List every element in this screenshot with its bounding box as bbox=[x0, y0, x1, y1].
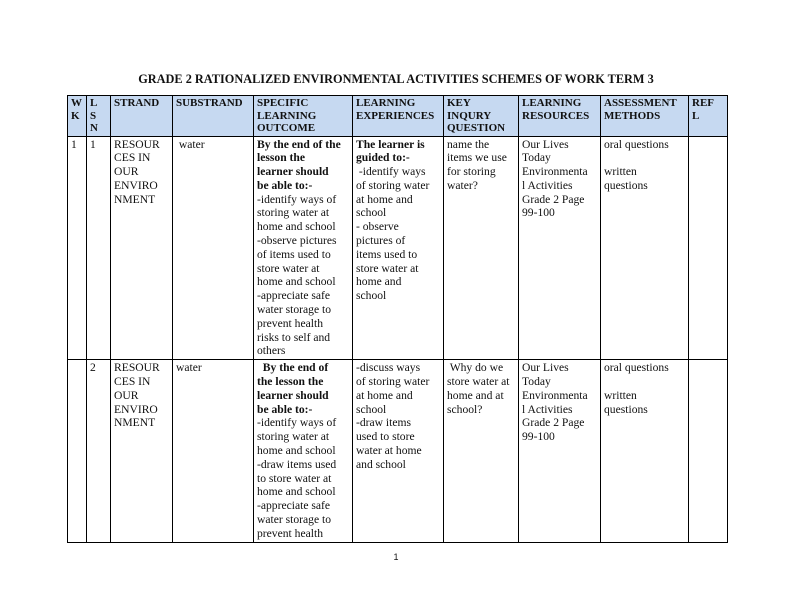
cell-line: -draw items bbox=[356, 416, 412, 430]
cell-line: ENVIRO bbox=[114, 178, 158, 192]
cell-assessment-methods bbox=[601, 136, 689, 360]
cell-line: school bbox=[356, 402, 387, 416]
cell-line: home and bbox=[356, 275, 402, 289]
cell-line: ENVIRO bbox=[114, 402, 158, 416]
cell-line: 99-100 bbox=[522, 430, 555, 444]
cell-line: 99-100 bbox=[522, 206, 555, 220]
cell-line: 1 bbox=[71, 137, 77, 151]
header-line: W bbox=[71, 97, 82, 109]
cell-line: water bbox=[176, 137, 205, 151]
column-header-specific-learning-outcome bbox=[254, 96, 353, 137]
header-line: STRAND bbox=[114, 97, 160, 109]
cell-lesson bbox=[87, 136, 111, 360]
header-line: N bbox=[90, 122, 98, 134]
header-line: K bbox=[71, 109, 80, 122]
cell-line: CES IN bbox=[114, 151, 151, 165]
column-header-learning-resources bbox=[519, 96, 601, 137]
cell-line: items we use bbox=[447, 151, 507, 165]
cell-line: risks to self and bbox=[257, 330, 331, 344]
cell-line: water storage to bbox=[257, 303, 332, 317]
cell-week bbox=[68, 136, 87, 360]
cell-line: -draw items used bbox=[257, 457, 337, 471]
cell-week bbox=[68, 360, 87, 542]
header-line: KEY bbox=[447, 97, 471, 109]
column-header-strand bbox=[111, 96, 173, 137]
cell-learning-resources bbox=[519, 136, 601, 360]
cell-line: Grade 2 Page bbox=[522, 416, 585, 430]
cell-line: school? bbox=[447, 402, 483, 416]
column-header-learning-experiences bbox=[353, 96, 444, 137]
cell-line: name the bbox=[447, 137, 490, 151]
cell-line: By the end of bbox=[257, 361, 329, 375]
cell-line: lesson the bbox=[257, 151, 305, 165]
cell-line: Today bbox=[522, 375, 551, 389]
cell-line: store water at bbox=[356, 261, 419, 275]
cell-line: the lesson the bbox=[257, 375, 324, 389]
cell-line: By the end of the bbox=[257, 137, 341, 151]
cell-line: learner should bbox=[257, 388, 329, 402]
cell-line: be able to:- bbox=[257, 178, 313, 192]
cell-line: and school bbox=[356, 457, 406, 471]
page-number: 1 bbox=[393, 552, 399, 562]
cell-line: 1 bbox=[90, 137, 96, 151]
header-line: QUESTION bbox=[447, 122, 506, 134]
cell-line: OUR bbox=[114, 388, 139, 402]
cell-line: Environmenta bbox=[522, 165, 588, 179]
cell-line: items used to bbox=[356, 247, 418, 261]
cell-line: prevent health bbox=[257, 526, 323, 540]
cell-line: Environmenta bbox=[522, 388, 588, 402]
header-line: INQURY bbox=[447, 109, 492, 122]
cell-substrand bbox=[173, 136, 254, 360]
cell-line: school bbox=[356, 289, 387, 303]
cell-line: -observe pictures bbox=[257, 234, 337, 248]
cell-line: guided to:- bbox=[356, 151, 410, 165]
cell-line: store water at bbox=[447, 375, 510, 389]
cell-line: Why do we bbox=[447, 361, 504, 375]
cell-specific-learning-outcome bbox=[254, 136, 353, 360]
cell-line: others bbox=[257, 344, 286, 358]
cell-substrand bbox=[173, 360, 254, 542]
column-header-substrand bbox=[173, 96, 254, 137]
cell-line: - observe bbox=[356, 220, 399, 234]
cell-line: water at home bbox=[356, 444, 422, 458]
cell-line: school bbox=[356, 206, 387, 220]
table-header-row bbox=[68, 96, 728, 137]
cell-line: NMENT bbox=[114, 416, 156, 430]
cell-line: -appreciate safe bbox=[257, 499, 331, 513]
table-row bbox=[68, 136, 728, 360]
header-line: L bbox=[692, 109, 700, 122]
cell-line: home and school bbox=[257, 485, 336, 499]
cell-line: at home and bbox=[356, 388, 413, 402]
cell-line: used to store bbox=[356, 430, 415, 444]
table-row bbox=[68, 360, 728, 542]
column-header-key-inquiry-question bbox=[444, 96, 519, 137]
cell-line: to store water at bbox=[257, 471, 332, 485]
cell-line: CES IN bbox=[114, 375, 151, 389]
header-line: L bbox=[90, 97, 98, 109]
document-title: GRADE 2 RATIONALIZED ENVIRONMENTAL ACTIVITIES SCHEMES OF WORK TERM 3 bbox=[138, 72, 654, 86]
cell-line: at home and bbox=[356, 192, 413, 206]
header-line: LEARNING bbox=[356, 97, 416, 109]
cell-reflection bbox=[689, 360, 728, 542]
cell-line: of storing water bbox=[356, 375, 430, 389]
cell-line: of storing water bbox=[356, 178, 430, 192]
header-line: SPECIFIC bbox=[257, 97, 309, 109]
cell-line: l Activities bbox=[522, 402, 573, 416]
cell-line: written bbox=[604, 388, 637, 402]
cell-line: -identify ways of bbox=[257, 192, 337, 206]
cell-line: The learner is bbox=[356, 137, 425, 151]
cell-learning-experiences bbox=[353, 136, 444, 360]
cell-line: RESOUR bbox=[114, 137, 160, 151]
cell-line: pictures of bbox=[356, 234, 406, 248]
column-header-reflection bbox=[689, 96, 728, 137]
cell-line: oral questions bbox=[604, 361, 669, 375]
header-line: METHODS bbox=[604, 109, 661, 122]
cell-line: -identify ways of bbox=[257, 416, 337, 430]
cell-learning-experiences bbox=[353, 360, 444, 542]
cell-line: home and at bbox=[447, 388, 504, 402]
cell-line: l Activities bbox=[522, 178, 573, 192]
cell-line: RESOUR bbox=[114, 361, 160, 375]
cell-specific-learning-outcome bbox=[254, 360, 353, 542]
column-header-assessment-methods bbox=[601, 96, 689, 137]
cell-line: home and school bbox=[257, 220, 336, 234]
cell-learning-resources bbox=[519, 360, 601, 542]
cell-line: store water at bbox=[257, 261, 320, 275]
cell-line: oral questions bbox=[604, 137, 669, 151]
cell-key-inquiry-question bbox=[444, 360, 519, 542]
cell-line bbox=[604, 375, 685, 389]
header-line: ASSESSMENT bbox=[604, 97, 677, 109]
cell-line: storing water at bbox=[257, 206, 330, 220]
cell-strand bbox=[111, 360, 173, 542]
header-line: RESOURCES bbox=[522, 109, 590, 122]
cell-line: Grade 2 Page bbox=[522, 192, 585, 206]
header-line: REF bbox=[692, 97, 714, 109]
schemes-of-work-table bbox=[67, 95, 728, 543]
cell-line: be able to:- bbox=[257, 402, 313, 416]
cell-line: -appreciate safe bbox=[257, 289, 331, 303]
cell-reflection bbox=[689, 136, 728, 360]
cell-line: home and school bbox=[257, 444, 336, 458]
header-line: SUBSTRAND bbox=[176, 97, 243, 109]
cell-line: home and school bbox=[257, 275, 336, 289]
cell-strand bbox=[111, 136, 173, 360]
cell-line: of items used to bbox=[257, 247, 331, 261]
column-header-lesson bbox=[87, 96, 111, 137]
header-line: LEARNING bbox=[257, 109, 317, 122]
cell-line: questions bbox=[604, 402, 648, 416]
cell-line: Our Lives bbox=[522, 137, 569, 151]
cell-line: 2 bbox=[90, 361, 96, 375]
cell-line: NMENT bbox=[114, 192, 156, 206]
header-line: EXPERIENCES bbox=[356, 109, 435, 122]
header-line: S bbox=[90, 109, 97, 122]
cell-line: water bbox=[176, 361, 202, 375]
header-line: LEARNING bbox=[522, 97, 582, 109]
cell-line: storing water at bbox=[257, 430, 330, 444]
cell-line: water? bbox=[447, 178, 478, 192]
cell-key-inquiry-question bbox=[444, 136, 519, 360]
cell-assessment-methods bbox=[601, 360, 689, 542]
cell-line: water storage to bbox=[257, 513, 332, 527]
cell-line: prevent health bbox=[257, 316, 323, 330]
cell-line bbox=[604, 151, 685, 165]
cell-lesson bbox=[87, 360, 111, 542]
column-header-week bbox=[68, 96, 87, 137]
cell-line: -discuss ways bbox=[356, 361, 421, 375]
cell-line: Today bbox=[522, 151, 551, 165]
cell-line: learner should bbox=[257, 165, 329, 179]
cell-line: for storing bbox=[447, 165, 496, 179]
header-line: OUTCOME bbox=[257, 122, 316, 134]
cell-line: questions bbox=[604, 178, 648, 192]
cell-line: Our Lives bbox=[522, 361, 569, 375]
cell-line: written bbox=[604, 165, 637, 179]
cell-line: OUR bbox=[114, 165, 139, 179]
cell-line: -identify ways bbox=[356, 165, 426, 179]
